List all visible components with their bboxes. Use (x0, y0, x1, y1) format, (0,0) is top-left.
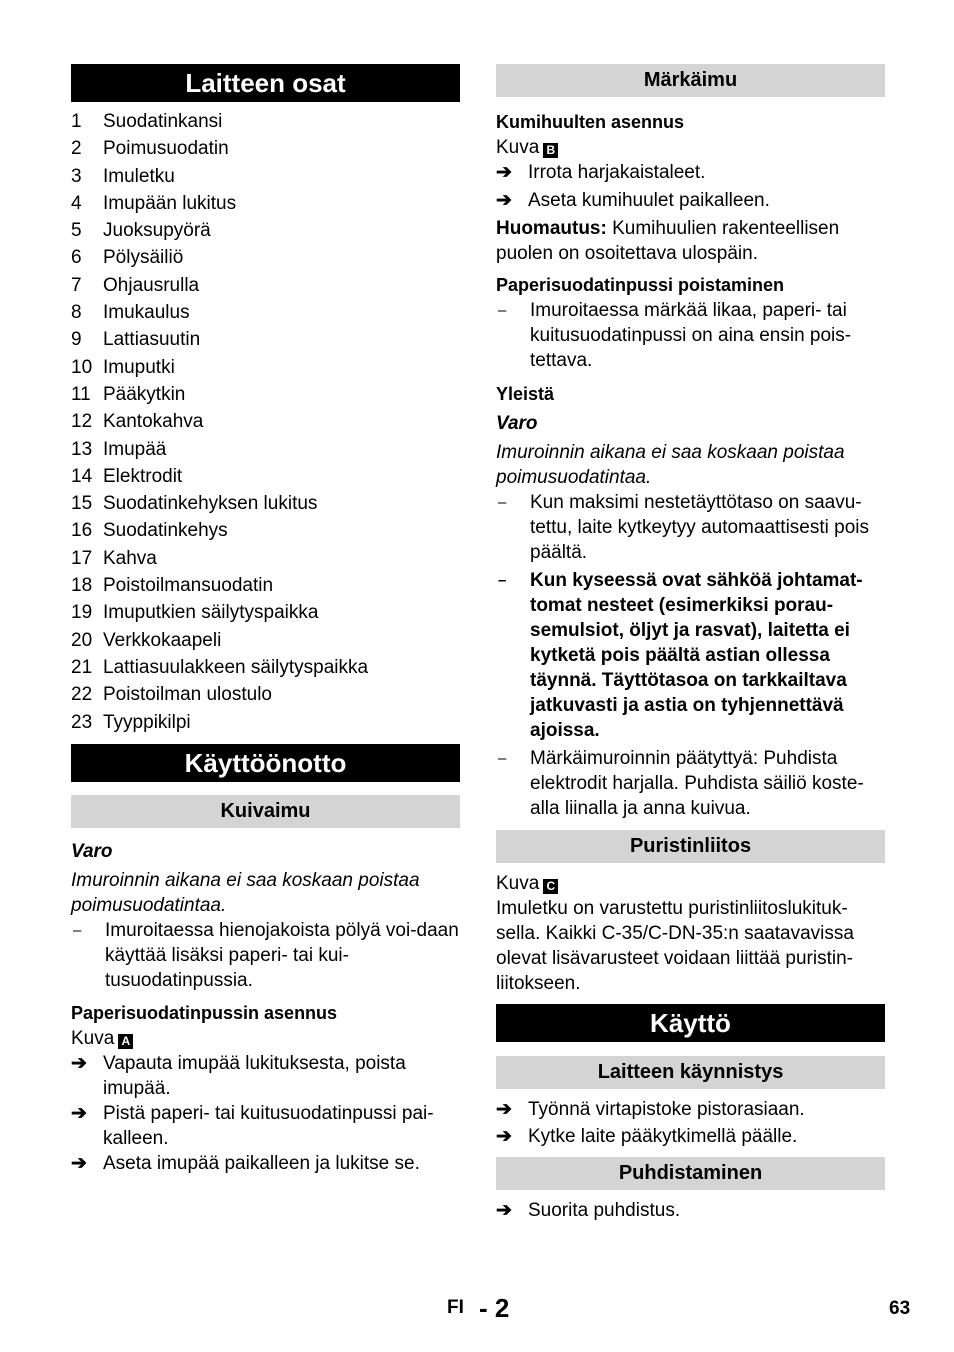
part-number: 13 (71, 438, 93, 460)
part-name: Pölysäiliö (103, 247, 184, 269)
footer-page-number: 63 (889, 1298, 911, 1319)
general-heading: Yleistä (496, 384, 555, 404)
arrow-icon: ➔ (496, 190, 512, 211)
part-number: 7 (71, 274, 82, 296)
install-step-text: Vapauta imupää lukituksesta, poista imupää. (103, 1052, 406, 1099)
figure-ref (496, 871, 885, 896)
part-name: Kantokahva (103, 411, 204, 433)
caution-label: Varo (496, 413, 538, 434)
parts-list-item (71, 217, 460, 244)
part-name: Suodatinkehys (103, 520, 228, 542)
part-number: 22 (71, 684, 93, 706)
use-heading: Käyttö (496, 1004, 885, 1042)
parts-list-item (71, 463, 460, 490)
part-number: 10 (71, 356, 93, 378)
arrow-icon: ➔ (496, 1099, 512, 1120)
caution-label: Varo (71, 840, 113, 862)
dash-marker: – (498, 750, 507, 767)
part-number: 21 (71, 656, 93, 678)
arrow-icon: ➔ (71, 1052, 87, 1074)
press-fit-heading: Puristinliitos (496, 830, 885, 863)
parts-list-item (71, 572, 460, 599)
note-text: Kumihuulien rakenteellisen puolen on osoitettava ulospäin. (496, 218, 840, 264)
part-number: 17 (71, 547, 93, 569)
parts-list-item (71, 299, 460, 326)
part-name: Verkkokaapeli (103, 629, 222, 651)
part-name: Juoksupyörä (103, 220, 211, 242)
bag-install-heading: Paperisuodatinpussin asennus (71, 1002, 338, 1023)
install-step (71, 1051, 460, 1101)
install-step-text: Aseta imupää paikalleen ja lukitse se. (103, 1152, 420, 1174)
dash-marker: – (498, 494, 507, 511)
part-name: Imuletku (103, 165, 175, 187)
part-number: 15 (71, 493, 93, 515)
note (496, 216, 885, 266)
parts-list-item (71, 436, 460, 463)
parts-list-item (71, 545, 460, 572)
arrow-icon: ➔ (71, 1102, 87, 1124)
cleaning-step-text: Suorita puhdistus. (528, 1200, 681, 1221)
parts-list-item (71, 654, 460, 681)
part-number: 8 (71, 302, 82, 324)
general-item-text: Kun kyseessä ovat sähköä johtamat-tomat nesteet (esimerkiksi porau-semulsiot, öljyt ja rasvat), laitetta ei kytketä pois päältä astian ollessa täynnä. Täyttötasoa on tarkkailtava jatkuvasti ja astia on tyhjennettävä ajoissa. (530, 570, 863, 741)
figure-ref-label: Kuva (496, 137, 540, 158)
dry-note-item (71, 918, 460, 993)
parts-list-item (71, 108, 460, 135)
arrow-icon: ➔ (496, 1126, 512, 1147)
parts-list-item (71, 190, 460, 217)
part-name: Imupää (103, 438, 167, 460)
parts-list-item (71, 627, 460, 654)
install-step-text: Pistä paperi- tai kuitusuodatinpussi pai-kalleen. (103, 1102, 434, 1149)
parts-list-item (71, 244, 460, 271)
part-name: Lattiasuutin (103, 329, 201, 351)
part-name: Kahva (103, 547, 157, 569)
rubber-step (496, 188, 885, 213)
part-name: Imuputki (103, 356, 175, 378)
part-name: Suodatinkehyksen lukitus (103, 493, 318, 515)
parts-list-item (71, 354, 460, 381)
left-column (71, 64, 460, 1176)
parts-list-item (71, 381, 460, 408)
note-label: Huomautus: (496, 218, 607, 239)
start-heading: Käyttöönotto (71, 744, 460, 782)
part-number: 9 (71, 329, 82, 351)
dry-vacuum-heading: Kuivaimu (71, 795, 460, 828)
figure-ref-label: Kuva (71, 1027, 115, 1049)
install-step (71, 1101, 460, 1151)
part-number: 5 (71, 220, 82, 242)
part-number: 23 (71, 711, 93, 733)
caution-text: Imuroinnin aikana ei saa koskaan poistaa poimusuodatintaa. (496, 442, 845, 488)
figure-c-icon: C (543, 879, 558, 894)
part-number: 12 (71, 411, 93, 433)
bag-remove-heading: Paperisuodatinpussi poistaminen (496, 275, 785, 295)
arrow-icon: ➔ (71, 1152, 87, 1174)
part-name: Imuputkien säilytyspaikka (103, 602, 319, 624)
part-name: Ohjausrulla (103, 274, 200, 296)
part-number: 19 (71, 602, 93, 624)
parts-list-item (71, 408, 460, 435)
parts-list-item (71, 709, 460, 736)
start-device-heading: Laitteen käynnistys (496, 1056, 885, 1089)
dash-marker: – (498, 302, 507, 319)
part-name: Lattiasuulakkeen säilytyspaikka (103, 656, 369, 678)
parts-list-item (71, 490, 460, 517)
parts-list (71, 108, 460, 736)
figure-a-icon: A (118, 1034, 133, 1049)
part-number: 1 (71, 111, 82, 132)
general-item-text: Kun maksimi nestetäyttötaso on saavu-tettu, laite kytkeytyy automaattisesti pois päältä. (530, 492, 869, 563)
general-item-warning (496, 568, 885, 743)
part-name: Poimusuodatin (103, 138, 229, 160)
figure-ref (71, 1026, 460, 1051)
dash-marker: – (498, 572, 507, 589)
parts-heading: Laitteen osat (71, 64, 460, 102)
part-number: 14 (71, 465, 93, 487)
part-number: 6 (71, 247, 82, 269)
parts-list-item (71, 599, 460, 626)
start-step-text: Kytke laite pääkytkimellä päälle. (528, 1126, 798, 1147)
parts-list-item (71, 135, 460, 162)
parts-list-item (71, 681, 460, 708)
part-name: Tyyppikilpi (103, 711, 191, 733)
press-fit-text: Imuletku on varustettu puristinliitoslukituk-sella. Kaikki C-35/C-DN-35:n saatavavissa olevat lisävarusteet voidaan liittää puristin-liitokseen. (496, 898, 854, 994)
dash-marker: – (73, 921, 82, 939)
part-name: Imukaulus (103, 302, 190, 324)
part-number: 11 (71, 383, 91, 405)
part-number: 4 (71, 192, 82, 214)
general-item (496, 746, 885, 821)
part-name: Suodatinkansi (103, 111, 223, 132)
footer-language: FI (447, 1297, 464, 1318)
rubber-lips-heading: Kumihuulten asennus (496, 112, 685, 132)
part-name: Poistoilman ulostulo (103, 684, 272, 706)
arrow-icon: ➔ (496, 1200, 512, 1221)
parts-list-item (71, 163, 460, 190)
part-number: 3 (71, 165, 82, 187)
part-number: 18 (71, 575, 93, 597)
arrow-icon: ➔ (496, 162, 512, 183)
parts-list-item (71, 517, 460, 544)
install-step (71, 1151, 460, 1176)
part-name: Poistoilmansuodatin (103, 575, 274, 597)
part-number: 16 (71, 520, 93, 542)
part-name: Elektrodit (103, 465, 183, 487)
figure-ref (496, 135, 885, 160)
rubber-step-text: Aseta kumihuulet paikalleen. (528, 190, 770, 211)
cleaning-step (496, 1198, 885, 1223)
rubber-step-text: Irrota harjakaistaleet. (528, 162, 706, 183)
start-step-text: Työnnä virtapistoke pistorasiaan. (528, 1099, 805, 1120)
start-step (496, 1124, 885, 1149)
footer-section: - 2 (479, 1293, 510, 1323)
right-column (496, 64, 885, 1223)
dry-note-text: Imuroitaessa hienojakoista pölyä voi-daan käyttää lisäksi paperi- tai kui-tusuodatinpussia. (105, 919, 459, 991)
part-number: 20 (71, 629, 93, 651)
bag-remove-text: Imuroitaessa märkää likaa, paperi- tai kuitusuodatinpussi on aina ensin pois-tettava. (530, 300, 852, 371)
wet-vacuum-heading: Märkäimu (496, 64, 885, 97)
part-number: 2 (71, 138, 82, 160)
part-name: Imupään lukitus (103, 192, 237, 214)
cleaning-heading: Puhdistaminen (496, 1157, 885, 1190)
figure-b-icon: B (543, 143, 558, 158)
rubber-step (496, 160, 885, 185)
parts-list-item (71, 272, 460, 299)
general-item-text: Märkäimuroinnin päätyttyä: Puhdista elektrodit harjalla. Puhdista säiliö koste-alla liinalla ja anna kuivua. (530, 748, 864, 819)
parts-list-item (71, 326, 460, 353)
part-name: Pääkytkin (103, 383, 186, 405)
caution-text: Imuroinnin aikana ei saa koskaan poistaa poimusuodatintaa. (71, 869, 420, 916)
start-step (496, 1097, 885, 1122)
figure-ref-label: Kuva (496, 873, 540, 894)
general-item (496, 490, 885, 565)
bag-remove-item (496, 298, 885, 373)
